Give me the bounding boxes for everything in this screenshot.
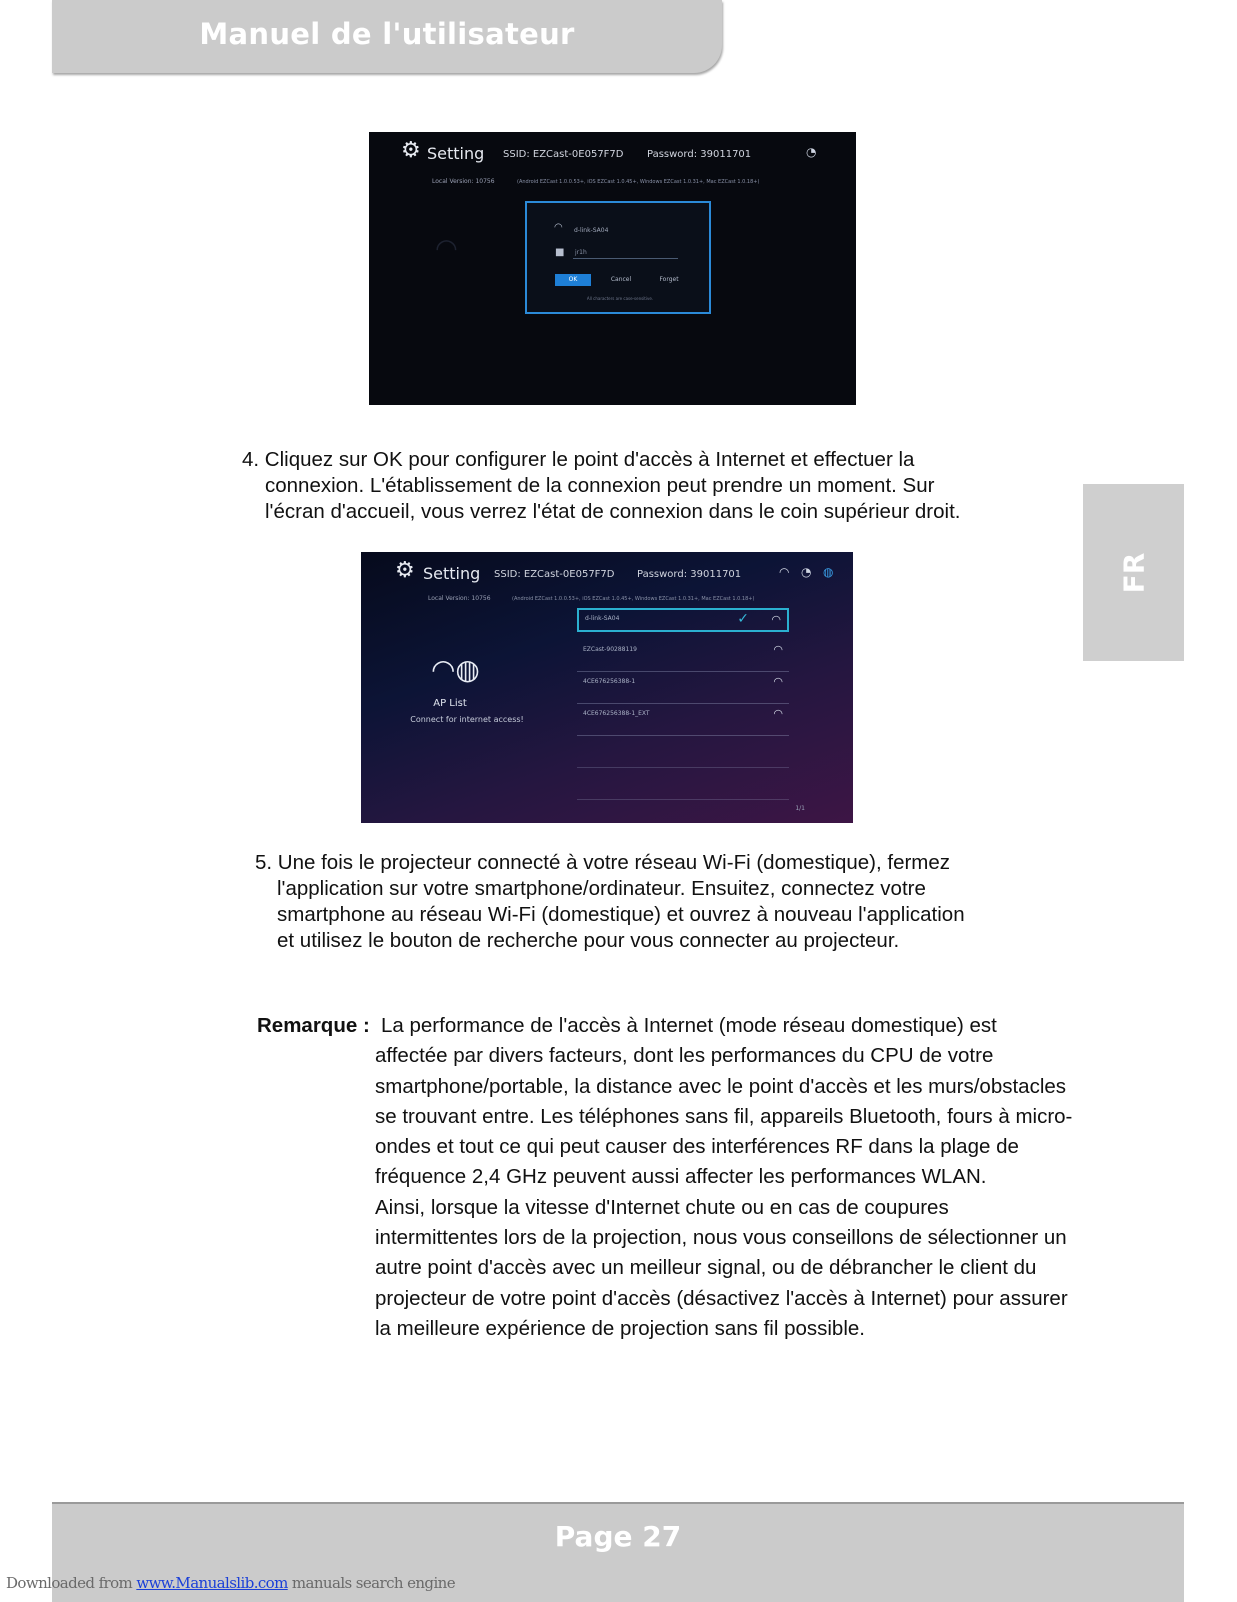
manualslib-link[interactable]: www.Manualslib.com [136, 1574, 288, 1592]
cancel-button[interactable]: Cancel [610, 276, 632, 283]
ap-row[interactable] [577, 672, 789, 704]
ap-row[interactable] [577, 640, 789, 672]
password-label: Password: 39011701 [637, 569, 742, 580]
ap-name: 4CE676256388-1_EXT [583, 710, 650, 717]
step-4-line: connexion. L'établissement de la connexion peut prendre un moment. Sur [265, 474, 935, 497]
lock-icon: ■ [555, 247, 565, 258]
network-icon: ◔ [806, 145, 817, 159]
step-5-line: l'application sur votre smartphone/ordinateur. Ensuitez, connectez votre [277, 877, 926, 900]
ap-list [577, 608, 789, 800]
compat-subtext: (Android EZCast 1.0.0.53+, iOS EZCast 1.0.45+, Windows EZCast 1.0.31+, Mac EZCast 1.0.18+) [512, 596, 755, 602]
remark-label: Remarque : [257, 1014, 370, 1037]
password-label: Password: 39011701 [647, 149, 752, 160]
internet-globe-icon: ◍ [823, 565, 834, 579]
dialog-ssid: d-link-SA04 [574, 227, 609, 234]
network-icon: ◔ [801, 565, 812, 579]
setting-screenshot-ap-list [361, 552, 853, 823]
ap-name: d-link-SA04 [585, 615, 620, 622]
wifi-icon: ◠ [771, 613, 781, 626]
language-tab [1083, 484, 1184, 661]
header-tab [52, 0, 722, 73]
download-attribution [6, 1574, 455, 1592]
ap-list-sublabel: Connect for internet access! [410, 715, 524, 724]
step-5-line: 5. Une fois le projecteur connecté à votre réseau Wi-Fi (domestique), fermez [255, 851, 951, 874]
ap-empty-row [577, 768, 789, 800]
setting-title: Setting [423, 564, 481, 583]
password-input[interactable]: jr1h [573, 249, 678, 259]
ok-button[interactable]: OK [555, 274, 591, 286]
step-4-line: l'écran d'accueil, vous verrez l'état de connexion dans le coin supérieur droit. [265, 500, 961, 523]
step-5-text [255, 850, 1075, 954]
setting-title: Setting [427, 144, 485, 163]
wifi-icon: ◠ [773, 707, 783, 720]
ap-empty-row [577, 736, 789, 768]
version-label: Local Version: 10756 [432, 178, 495, 185]
wifi-globe-icon: ◠◍ [431, 653, 480, 686]
ssid-label: SSID: EZCast-0E057F7D [494, 569, 615, 580]
step-4-line: 4. Cliquez sur OK pour configurer le point d'accès à Internet et effectuer la [242, 448, 915, 471]
check-icon: ✓ [737, 611, 749, 627]
compat-subtext: (Android EZCast 1.0.0.53+, iOS EZCast 1.0.45+, Windows EZCast 1.0.31+, Mac EZCast 1.0.18+) [517, 179, 760, 185]
remark-body [375, 1011, 1075, 1344]
remark-paragraph: La performance de l'accès à Internet (mode réseau domestique) est affectée par divers facteurs, dont les performances du CPU de votre smartphone/portable, la distance avec le point d'accès et les murs/obstacles se trouvant entre. Les téléphones sans fil, appareils Bluetooth, fours à micro-ondes et tout ce qui peut causer des interférences RF dans la plage de fréquence 2,4 GHz peuvent aussi affecter les performances WLAN. [375, 1014, 1073, 1189]
ap-list-label: AP List [433, 698, 467, 709]
wifi-password-dialog [525, 201, 711, 314]
ap-name: EZCast-90288119 [583, 646, 637, 653]
wifi-icon: ◠ [779, 565, 790, 579]
ap-row[interactable] [577, 704, 789, 736]
wifi-icon: ◠ [773, 675, 783, 688]
download-prefix: Downloaded from [6, 1574, 137, 1592]
download-suffix: manuals search engine [287, 1574, 455, 1592]
page-number: Page 27 [554, 1520, 682, 1553]
dialog-note: All characters are case-sensitive. [586, 296, 654, 301]
gear-icon: ⚙ [395, 558, 415, 583]
setting-screenshot-password-dialog [369, 132, 856, 405]
header-title: Manuel de l'utilisateur [199, 17, 575, 51]
step-4-text [242, 447, 1062, 525]
step-5-line: et utilisez le bouton de recherche pour vous connecter au projecteur. [277, 929, 900, 952]
language-label: FR [1117, 552, 1150, 593]
ap-name: 4CE676256388-1 [583, 678, 636, 685]
gear-icon: ⚙ [401, 138, 421, 163]
wifi-icon: ◠ [435, 234, 458, 264]
forget-button[interactable]: Forget [659, 276, 679, 283]
remark-paragraph: Ainsi, lorsque la vitesse d'Internet chute ou en cas de coupures intermittentes lors de la projection, nous vous conseillons de sélectionner un autre point d'accès avec un meilleur signal, ou de débrancher le client du projecteur de votre point d'accès (désactivez l'accès à Internet) pour assurer la meilleure expérience de projection sans fil possible. [375, 1195, 1068, 1340]
version-label: Local Version: 10756 [428, 595, 491, 602]
step-5-line: smartphone au réseau Wi-Fi (domestique) et ouvrez à nouveau l'application [277, 903, 965, 926]
wifi-icon: ◠ [554, 222, 563, 233]
page-indicator: 1/1 [795, 805, 805, 812]
ap-row[interactable] [577, 608, 789, 632]
wifi-icon: ◠ [773, 643, 783, 656]
ssid-label: SSID: EZCast-0E057F7D [503, 149, 624, 160]
